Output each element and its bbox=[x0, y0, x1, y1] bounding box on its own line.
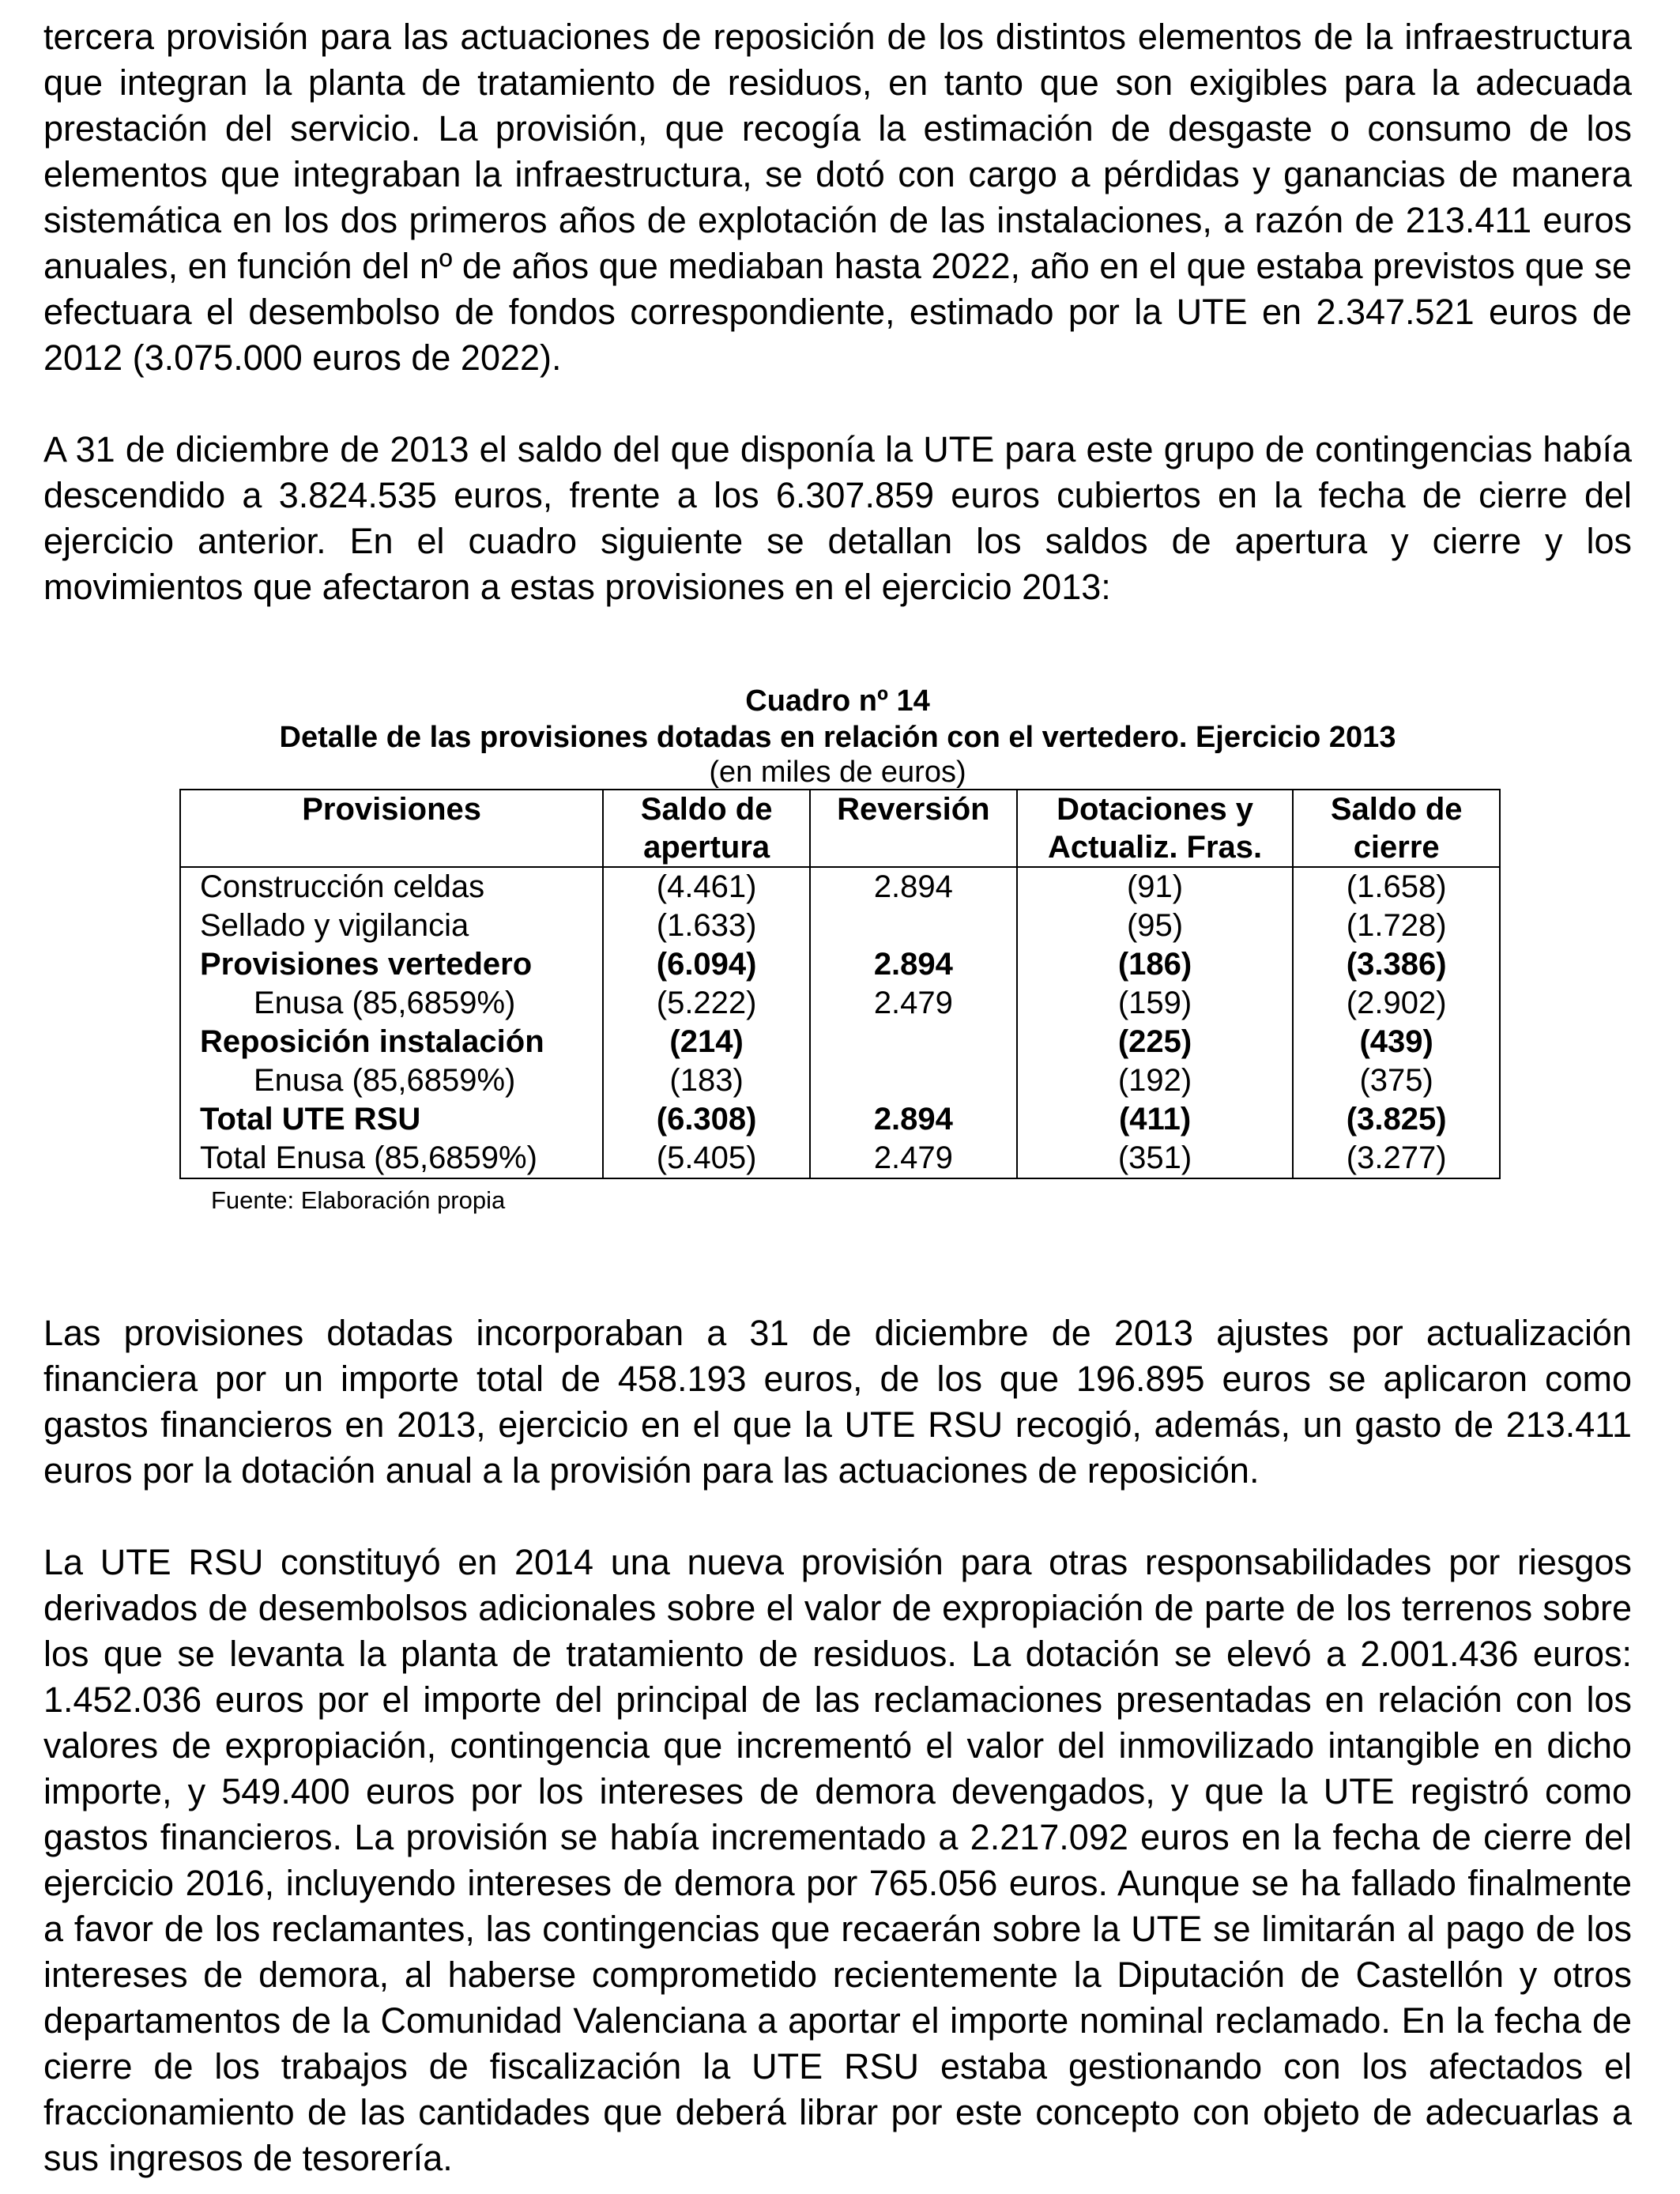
cell-apertura: (6.094) bbox=[603, 945, 810, 984]
table-row bbox=[180, 1023, 1500, 1061]
cell-apertura: (5.222) bbox=[603, 984, 810, 1023]
table-row bbox=[180, 1061, 1500, 1100]
cell-reversion: 2.479 bbox=[810, 984, 1017, 1023]
cell-cierre: (1.658) bbox=[1293, 867, 1500, 907]
cell-reversion: 2.894 bbox=[810, 945, 1017, 984]
column-header-reversion: Reversión bbox=[810, 790, 1017, 867]
table-row bbox=[180, 1139, 1500, 1178]
table-row bbox=[180, 907, 1500, 945]
cell-reversion bbox=[810, 1061, 1017, 1100]
table-header-row bbox=[180, 790, 1500, 867]
row-label: Enusa (85,6859%) bbox=[180, 984, 603, 1023]
cell-reversion: 2.479 bbox=[810, 1139, 1017, 1178]
row-label: Sellado y vigilancia bbox=[180, 907, 603, 945]
cell-apertura: (183) bbox=[603, 1061, 810, 1100]
row-label: Total Enusa (85,6859%) bbox=[180, 1139, 603, 1178]
table-row bbox=[180, 984, 1500, 1023]
cell-dotaciones: (225) bbox=[1017, 1023, 1294, 1061]
paragraph: tercera provisión para las actuaciones de reposición de los distintos elementos de la infraestructura que integran la planta de tratamiento de residuos, en tanto que son exigibles para la adecuada prestación del servicio. La provisión, que recogía la estimación de desgaste o consumo de los elementos que integraban la infraestructura, se dotó con cargo a pérdidas y ganancias de manera sistemática en los dos primeros años de explotación de las instalaciones, a razón de 213.411 euros anuales, en función del nº de años que mediaban hasta 2022, año en el que estaba previstos que se efectuara el desembolso de fondos correspondiente, estimado por la UTE en 2.347.521 euros de 2012 (3.075.000 euros de 2022). bbox=[43, 17, 1632, 378]
row-label: Total UTE RSU bbox=[180, 1100, 603, 1139]
cell-reversion: 2.894 bbox=[810, 867, 1017, 907]
cell-dotaciones: (186) bbox=[1017, 945, 1294, 984]
column-header-saldo-apertura: Saldo de apertura bbox=[603, 790, 810, 867]
cell-cierre: (439) bbox=[1293, 1023, 1500, 1061]
table-units: (en miles de euros) bbox=[709, 756, 966, 789]
column-header-provisiones: Provisiones bbox=[180, 790, 603, 867]
cell-reversion bbox=[810, 907, 1017, 945]
cell-cierre: (1.728) bbox=[1293, 907, 1500, 945]
table-title: Cuadro nº 14 bbox=[745, 684, 930, 718]
cell-cierre: (3.386) bbox=[1293, 945, 1500, 984]
cell-apertura: (4.461) bbox=[603, 867, 810, 907]
provisions-table-block bbox=[43, 656, 1632, 1217]
row-label: Reposición instalación bbox=[180, 1023, 603, 1061]
paragraph: La UTE RSU constituyó en 2014 una nueva provisión para otras responsabilidades por riesgos derivados de desembolsos adicionales sobre el valor de expropiación de parte de los terrenos sobre los que se levanta la planta de tratamiento de residuos. La dotación se elevó a 2.001.436 euros: 1.452.036 euros por el importe del principal de las reclamaciones presentadas en relación con los valores de expropiación, contingencia que incrementó el valor del inmovilizado intangible en dicho importe, y 549.400 euros por los intereses de demora devengados, y que la UTE registró como gastos financieros. La provisión se había incrementado a 2.217.092 euros en la fecha de cierre del ejercicio 2016, incluyendo intereses de demora por 765.056 euros. Aunque se ha fallado finalmente a favor de los reclamantes, las contingencias que recaerán sobre la UTE se limitarán al pago de los intereses de demora, al haberse comprometido recientemente la Diputación de Castellón y otros departamentos de la Comunidad Valenciana a aportar el importe nominal reclamado. En la fecha de cierre de los trabajos de fiscalización la UTE RSU estaba gestionando con los afectados el fraccionamiento de las cantidades que deberá librar por este concepto con objeto de adecuarlas a sus ingresos de tesorería. bbox=[43, 1542, 1632, 2178]
column-header-dotaciones: Dotaciones y Actualiz. Fras. bbox=[1017, 790, 1294, 867]
cell-reversion bbox=[810, 1023, 1017, 1061]
cell-cierre: (3.277) bbox=[1293, 1139, 1500, 1178]
row-label: Enusa (85,6859%) bbox=[180, 1061, 603, 1100]
row-label: Provisiones vertedero bbox=[180, 945, 603, 984]
table-subtitle: Detalle de las provisiones dotadas en relación con el vertedero. Ejercicio 2013 bbox=[279, 721, 1396, 754]
row-label: Construcción celdas bbox=[180, 867, 603, 907]
cell-cierre: (375) bbox=[1293, 1061, 1500, 1100]
table-row bbox=[180, 945, 1500, 984]
table-row bbox=[180, 1100, 1500, 1139]
cell-dotaciones: (192) bbox=[1017, 1061, 1294, 1100]
cell-cierre: (3.825) bbox=[1293, 1100, 1500, 1139]
column-header-saldo-cierre: Saldo de cierre bbox=[1293, 790, 1500, 867]
cell-dotaciones: (351) bbox=[1017, 1139, 1294, 1178]
cell-apertura: (214) bbox=[603, 1023, 810, 1061]
cell-dotaciones: (159) bbox=[1017, 984, 1294, 1023]
cell-reversion: 2.894 bbox=[810, 1100, 1017, 1139]
table-row bbox=[180, 867, 1500, 907]
table-source-note: Fuente: Elaboración propia bbox=[211, 1186, 506, 1214]
cell-cierre: (2.902) bbox=[1293, 984, 1500, 1023]
cell-dotaciones: (95) bbox=[1017, 907, 1294, 945]
cell-apertura: (1.633) bbox=[603, 907, 810, 945]
cell-apertura: (6.308) bbox=[603, 1100, 810, 1139]
provisions-table bbox=[179, 789, 1501, 1179]
cell-dotaciones: (91) bbox=[1017, 867, 1294, 907]
cell-apertura: (5.405) bbox=[603, 1139, 810, 1178]
paragraph: Las provisiones dotadas incorporaban a 31 de diciembre de 2013 ajustes por actualización financiera por un importe total de 458.193 euros, de los que 196.895 euros se aplicaron como gastos financieros en 2013, ejercicio en el que la UTE RSU recogió, además, un gasto de 213.411 euros por la dotación anual a la provisión para las actuaciones de reposición. bbox=[43, 1313, 1632, 1491]
cell-dotaciones: (411) bbox=[1017, 1100, 1294, 1139]
document-page bbox=[43, 14, 1632, 2181]
paragraph: A 31 de diciembre de 2013 el saldo del que disponía la UTE para este grupo de contingencias había descendido a 3.824.535 euros, frente a los 6.307.859 euros cubiertos en la fecha de cierre del ejercicio anterior. En el cuadro siguiente se detallan los saldos de apertura y cierre y los movimientos que afectaron a estas provisiones en el ejercicio 2013: bbox=[43, 429, 1632, 607]
